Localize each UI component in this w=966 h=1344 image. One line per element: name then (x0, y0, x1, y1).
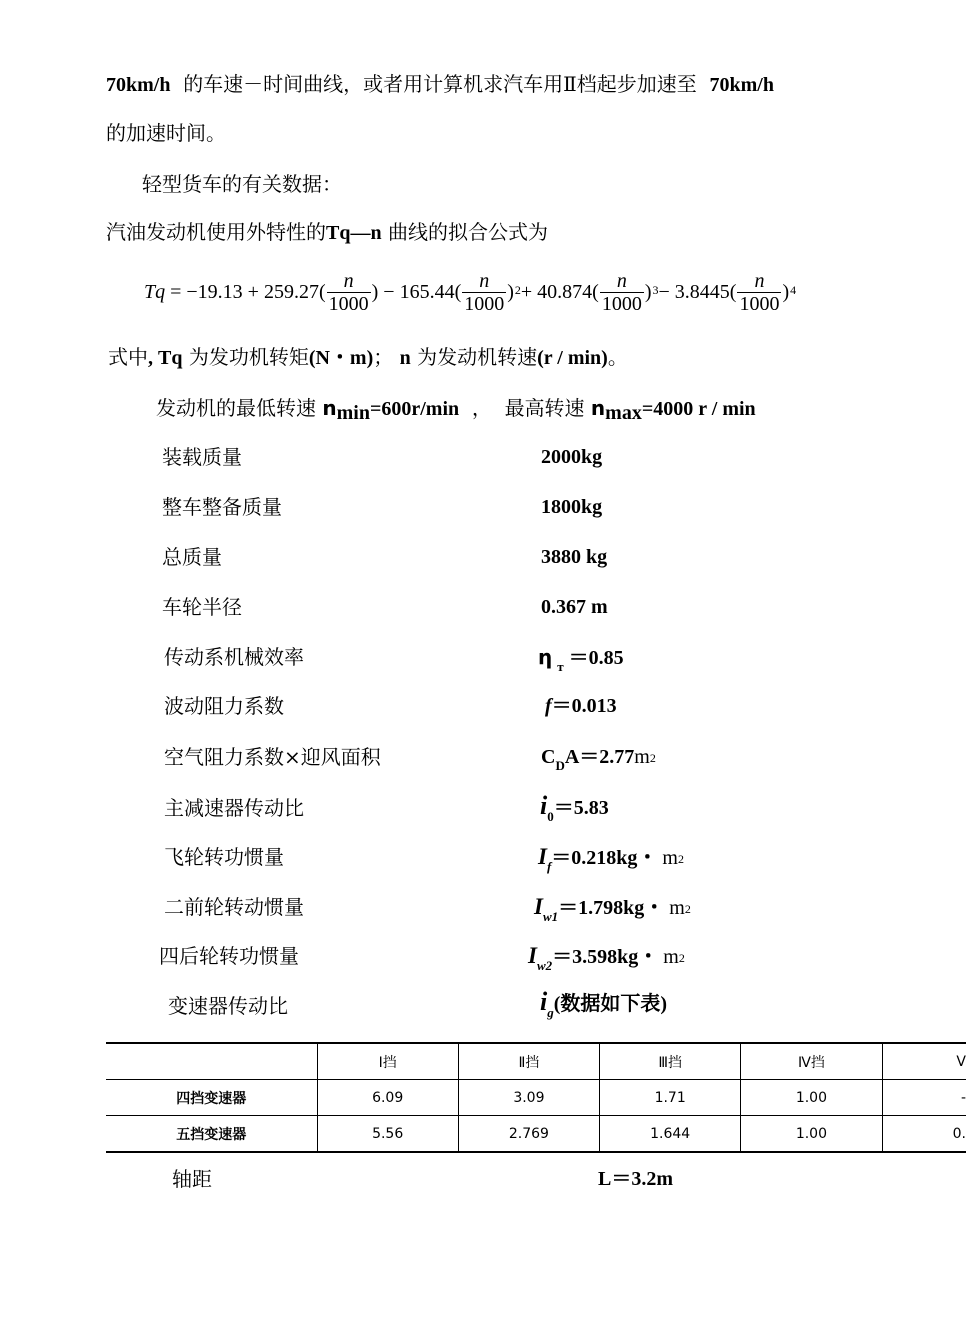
wheelbase-value: L＝3.2m (598, 1168, 673, 1190)
formula-lhs: Tq (144, 281, 166, 303)
speed-value-a: 70km/h (106, 74, 171, 96)
table-header: Ⅲ挡 (600, 1043, 741, 1080)
param-value: 1800kg (541, 496, 603, 518)
table-cell: - (882, 1080, 966, 1116)
note-e: ； (373, 345, 394, 369)
param-note: (数据如下表) (553, 993, 668, 1015)
param-unit: m (634, 746, 650, 768)
table-cell: 1.00 (741, 1080, 882, 1116)
fraction-num: n (479, 270, 490, 292)
param-subscript: 0 (547, 809, 554, 824)
fraction-num: n (754, 270, 765, 292)
param-number: ＝3.598kg・ (552, 946, 659, 968)
formula-power-2: 2 (514, 283, 521, 297)
param-value (540, 791, 609, 824)
note-b: , Tq (148, 347, 183, 369)
min-speed-label: 发动机的最低转速 (156, 396, 316, 420)
formula-term-1: = −19.13 + 259.27( (170, 281, 326, 303)
fraction-num: n (343, 270, 354, 292)
param-unit: m (663, 946, 679, 968)
param-number: ＝0.85 (568, 647, 624, 669)
note-g: 为发动机转速 (417, 345, 538, 369)
param-subscript: w2 (536, 958, 553, 973)
fraction-2 (462, 270, 506, 315)
note-a: 式中 (108, 345, 148, 369)
fraction-4 (737, 270, 781, 315)
param-value: 2000kg (541, 446, 603, 468)
wheelbase-label: 轴距 (172, 1167, 212, 1191)
fraction-den: 1000 (328, 293, 369, 315)
intro-line-1 (106, 72, 774, 97)
table-cell: 5.56 (317, 1116, 458, 1153)
param-number: ＝5.83 (553, 797, 609, 819)
table-cell: 1.00 (741, 1116, 882, 1153)
table-cell: 1.71 (600, 1080, 741, 1116)
max-speed-label: 最高转速 (504, 396, 585, 420)
param-value (534, 895, 691, 922)
formula-power-4: 4 (790, 283, 797, 297)
param-value (540, 987, 668, 1020)
torque-formula (144, 270, 796, 315)
param-label: 二前轮转动惯量 (164, 895, 304, 919)
param-label: 空气阻力系数×迎风面积 (164, 745, 381, 769)
table-cell: 0. (882, 1116, 966, 1153)
fraction-den: 1000 (464, 293, 505, 315)
table-row (106, 1116, 966, 1153)
table-row (106, 1080, 966, 1116)
table-cell: 2.769 (458, 1116, 599, 1153)
formula-paren: ) (507, 281, 514, 303)
formula-term-2: ) − 165.44( (371, 281, 462, 303)
param-value: 0.367 m (541, 596, 608, 618)
param-label: 总质量 (162, 545, 222, 569)
max-speed-value: =4000 r / min (641, 398, 756, 420)
fraction-1 (327, 270, 371, 315)
param-label: 传动系机械效率 (164, 645, 304, 669)
param-label: 变速器传动比 (168, 994, 288, 1018)
param-subscript: D (555, 758, 565, 773)
table-header: V (882, 1043, 966, 1080)
table-header (106, 1043, 317, 1080)
formula-term-3: + 40.874( (520, 281, 599, 303)
c-symbol: C (541, 746, 556, 768)
param-value (545, 694, 617, 718)
param-subscript: g (547, 1005, 554, 1020)
formula-intro-bold: Tq—n (326, 222, 382, 244)
i-symbol: i (540, 791, 548, 820)
param-value (538, 845, 684, 872)
intro-line-2: 的加速时间。 (106, 121, 226, 145)
param-value: 3880 kg (541, 546, 608, 568)
note-d: (N・m) (308, 347, 374, 369)
min-subscript: min (336, 402, 370, 424)
f-symbol: f (545, 695, 552, 717)
formula-intro-text-a: 汽油发动机使用外特性的 (106, 220, 326, 244)
param-superscript: 2 (678, 951, 685, 965)
I-symbol: I (538, 844, 547, 869)
I-symbol: I (534, 894, 543, 919)
param-label: 波动阻力系数 (164, 694, 284, 718)
table-header: Ⅱ挡 (458, 1043, 599, 1080)
table-header: Ⅰ挡 (317, 1043, 458, 1080)
param-value (538, 645, 624, 672)
formula-paren: ) (782, 281, 790, 303)
table-cell: 3.09 (458, 1080, 599, 1116)
table-header: Ⅳ挡 (741, 1043, 882, 1080)
formula-paren: ) (644, 281, 652, 303)
param-value (541, 745, 656, 771)
separator: ， (471, 396, 492, 420)
intro-text: 的车速－时间曲线，或者用计算机求汽车用Ⅱ档起步加速至 (183, 72, 697, 96)
note-f: n (399, 347, 411, 369)
fraction-den: 1000 (601, 293, 642, 315)
param-subscript: т (557, 659, 564, 674)
param-label: 装载质量 (162, 445, 242, 469)
param-label: 飞轮转功惯量 (164, 845, 284, 869)
note-c: 为发功机转矩 (188, 345, 309, 369)
n-symbol: n (590, 396, 606, 420)
param-number: ＝0.013 (551, 695, 617, 717)
I-symbol: I (528, 943, 537, 968)
section-heading: 轻型货车的有关数据： (142, 172, 342, 196)
param-number: ＝1.798kg・ (558, 897, 665, 919)
param-superscript: 2 (677, 852, 684, 866)
param-subscript: f (546, 859, 552, 874)
param-label: 车轮半径 (162, 595, 242, 619)
param-superscript: 2 (684, 902, 691, 916)
param-value (528, 944, 685, 971)
param-unit: m (662, 847, 678, 869)
table-header-row (106, 1043, 966, 1080)
speed-value-b: 70km/h (709, 74, 774, 96)
table-row-label: 四挡变速器 (106, 1080, 317, 1116)
i-symbol: i (540, 987, 548, 1016)
param-unit: m (669, 897, 685, 919)
param-superscript: 2 (649, 751, 656, 765)
table-cell: 6.09 (317, 1080, 458, 1116)
fraction-3 (600, 270, 644, 315)
param-label: 整车整备质量 (162, 495, 282, 519)
note-h: (r / min) (537, 347, 608, 369)
engine-speed-line (156, 396, 756, 424)
param-label: 四后轮转功惯量 (159, 944, 299, 968)
param-number: A＝2.77 (564, 746, 635, 768)
gear-ratio-table (106, 1042, 966, 1153)
table-cell: 1.644 (600, 1116, 741, 1153)
param-subscript: w1 (542, 909, 559, 924)
formula-term-4: − 3.8445( (658, 281, 737, 303)
table-row-label: 五挡变速器 (106, 1116, 317, 1153)
param-label: 主减速器传动比 (164, 796, 304, 820)
param-number: ＝0.218kg・ (551, 847, 658, 869)
n-symbol: n (322, 396, 337, 420)
min-speed-value: =600r/min (369, 398, 460, 420)
formula-intro (106, 220, 548, 245)
note-i: 。 (607, 345, 628, 369)
fraction-num: n (616, 270, 627, 292)
fraction-den: 1000 (739, 293, 780, 315)
formula-note (108, 345, 628, 370)
max-subscript: max (605, 402, 642, 424)
eta-symbol: η (538, 645, 553, 669)
formula-intro-text-b: 曲线的拟合公式为 (387, 220, 548, 244)
formula-power-3: 3 (652, 283, 659, 297)
